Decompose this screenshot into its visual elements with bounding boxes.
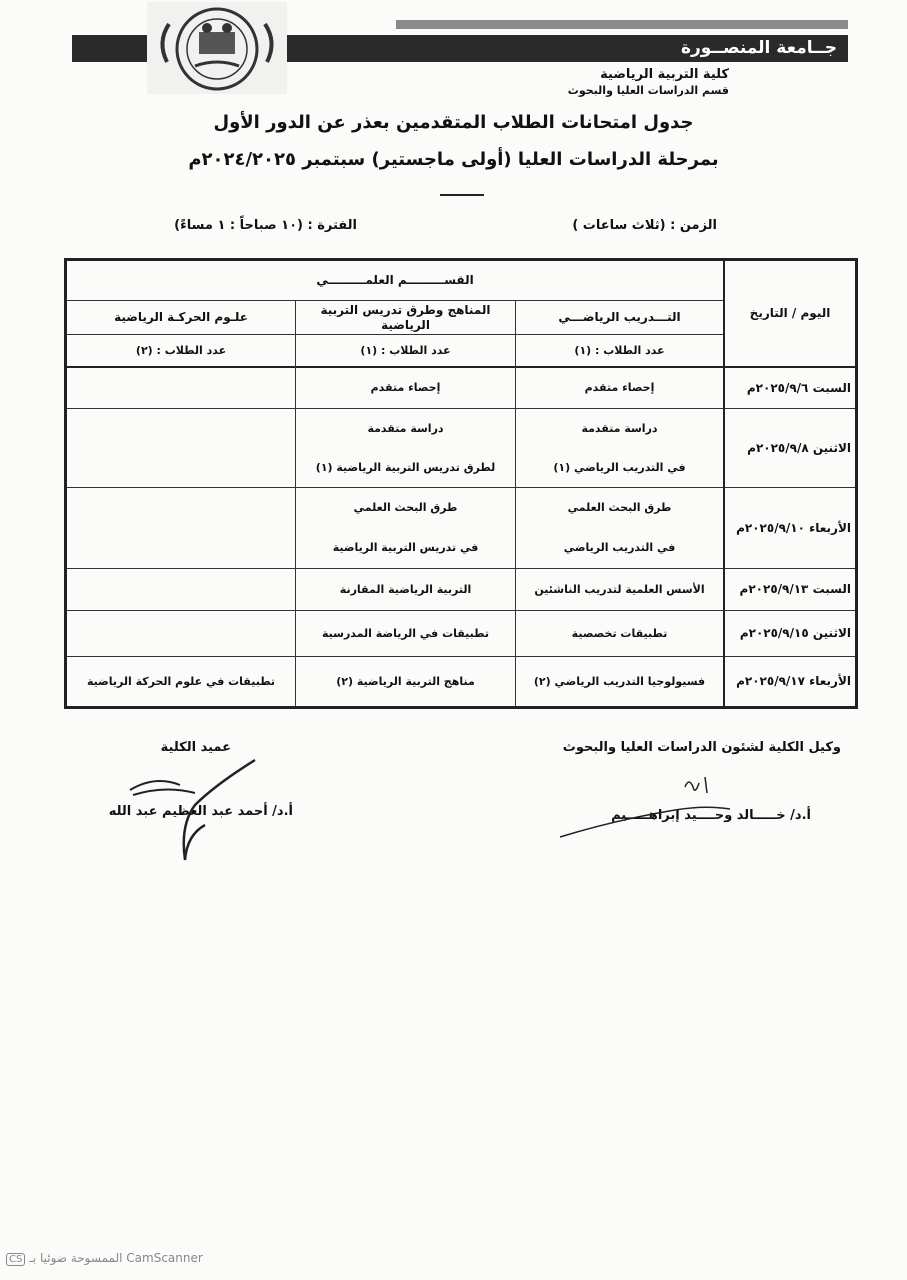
camscanner-icon: CS bbox=[6, 1253, 25, 1266]
row-date: السبت ٢٠٢٥/٩/٦م bbox=[746, 380, 851, 395]
exam-cell: الأسس العلمية لتدريب الناشئين bbox=[534, 582, 705, 596]
dean-signature bbox=[125, 755, 265, 870]
students-count-kinesiology: عدد الطلاب : (٢) bbox=[135, 343, 227, 357]
row-date: السبت ٢٠٢٥/٩/١٣م bbox=[739, 582, 851, 596]
title-separator bbox=[440, 194, 484, 196]
vice-dean-signature bbox=[555, 765, 735, 845]
section-header: القســـــــــم العلمـــــــــي bbox=[316, 273, 474, 287]
dept-header-curricula: المناهج وطرق تدريس التربية الرياضية bbox=[320, 302, 491, 332]
exam-cell: تطبيقات في علوم الحركة الرياضية bbox=[86, 674, 276, 688]
row-date: الأربعاء ٢٠٢٥/٩/١٠م bbox=[736, 520, 851, 535]
department-name: قسم الدراسات العليا والبحوث bbox=[567, 84, 729, 97]
exam-cell: تطبيقات تخصصية bbox=[571, 626, 668, 640]
vice-dean-name: أ.د/ خـــــالد وحــــيد إبراهـــــيم bbox=[611, 808, 811, 823]
exam-cell-line: طرق البحث العلمي bbox=[353, 501, 458, 515]
students-count-training: عدد الطلاب : (١) bbox=[574, 343, 665, 357]
dean-title: عميد الكلية bbox=[160, 740, 231, 755]
exam-cell: تطبيقات في الرياضة المدرسية bbox=[322, 626, 489, 640]
exam-cell-line: في التدريب الرياضي (١) bbox=[553, 460, 686, 474]
document-subtitle: بمرحلة الدراسات العليا (أولى ماجستير) سبتمبر ٢٠٢٤/٢٠٢٥م bbox=[188, 149, 719, 170]
exam-cell: إحصاء متقدم bbox=[584, 381, 655, 395]
faculty-logo bbox=[147, 2, 287, 94]
dean-name: أ.د/ أحمد عبد العظيم عبد الله bbox=[108, 804, 293, 819]
exam-cell-line: في التدريب الرياضي bbox=[563, 541, 676, 555]
exam-cell bbox=[516, 409, 723, 487]
dept-header-kinesiology: علـوم الحركـة الرياضية bbox=[114, 310, 248, 324]
exam-cell bbox=[296, 409, 515, 487]
row-date: الاثنين ٢٠٢٥/٩/١٥م bbox=[739, 626, 851, 640]
exam-cell-line: لطرق تدريس التربية الرياضية (١) bbox=[315, 460, 496, 474]
row-date: الاثنين ٢٠٢٥/٩/٨م bbox=[747, 440, 851, 455]
exam-duration: الزمن : (ثلاث ساعات ) bbox=[572, 218, 717, 233]
vice-dean-title: وكيل الكلية لشئون الدراسات العليا والبحوث bbox=[562, 740, 841, 755]
university-name: جــامعة المنصــورة bbox=[680, 38, 837, 58]
dept-header-training: التـــدريب الرياضـــي bbox=[558, 310, 681, 324]
exam-schedule-table bbox=[64, 258, 858, 709]
exam-cell-line: طرق البحث العلمي bbox=[567, 501, 672, 515]
exam-cell-line: في تدريس التربية الرياضية bbox=[332, 541, 479, 555]
exam-cell bbox=[516, 488, 723, 568]
exam-cell: فسيولوجيا التدريب الرياضي (٢) bbox=[533, 674, 706, 688]
exam-cell bbox=[296, 488, 515, 568]
document-title: جدول امتحانات الطلاب المتقدمين بعذر عن الدور الأول bbox=[213, 112, 694, 133]
exam-cell: إحصاء متقدم bbox=[370, 381, 441, 395]
faculty-name: كلية التربية الرياضية bbox=[600, 67, 729, 82]
header-gray-bar bbox=[396, 20, 848, 29]
scanner-watermark-text: الممسوحة ضوئيا بـ CamScanner bbox=[29, 1251, 203, 1265]
exam-cell: التربية الرياضية المقارنة bbox=[339, 582, 472, 596]
exam-period: الفترة : (١٠ صباحاً : ١ مساءً) bbox=[174, 218, 357, 233]
date-column-header: اليوم / التاريخ bbox=[749, 306, 831, 320]
scanner-watermark bbox=[6, 1251, 203, 1266]
exam-cell: مناهج التربية الرياضية (٢) bbox=[336, 674, 475, 688]
row-date: الأربعاء ٢٠٢٥/٩/١٧م bbox=[736, 674, 851, 688]
exam-cell-line: دراسة متقدمة bbox=[367, 421, 444, 435]
students-count-curricula: عدد الطلاب : (١) bbox=[360, 343, 451, 357]
logo-emblem-icon bbox=[147, 2, 287, 94]
exam-cell-line: دراسة متقدمة bbox=[581, 421, 658, 435]
